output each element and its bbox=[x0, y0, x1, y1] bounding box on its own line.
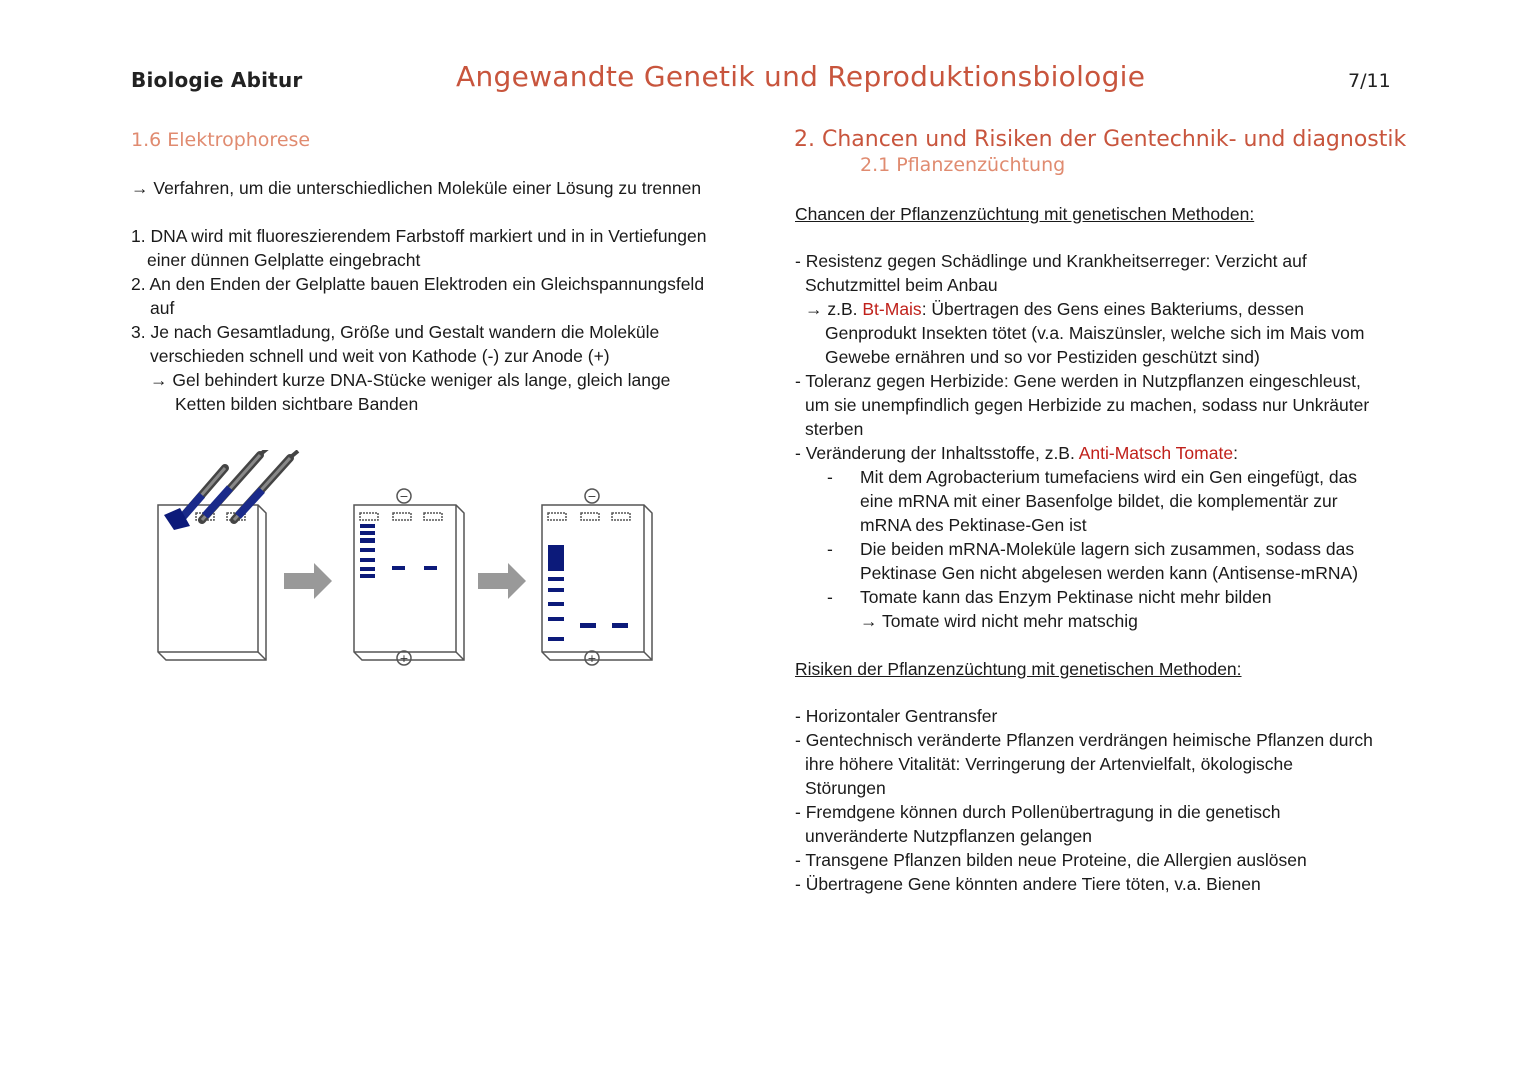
step-line: → Gel behindert kurze DNA-Stücke weniger als lange, gleich lange bbox=[150, 370, 671, 390]
step-line: auf bbox=[150, 298, 175, 318]
step-line: verschieden schnell und weit von Kathode (-) zur Anode (+) bbox=[150, 346, 610, 366]
risk-line: - Übertragene Gene könnten andere Tiere töten, v.a. Bienen bbox=[795, 874, 1261, 894]
risks-heading: Risiken der Pflanzenzüchtung mit genetischen Methoden: bbox=[795, 659, 1242, 679]
pipettes bbox=[164, 450, 298, 530]
step-line: 3. Je nach Gesamtladung, Größe und Gestalt wandern die Moleküle bbox=[131, 322, 660, 342]
electrophoresis-diagram bbox=[150, 450, 670, 670]
risk-line: - Transgene Pflanzen bilden neue Proteine, die Allergien auslösen bbox=[795, 850, 1307, 870]
chance-line: Gewebe ernähren und so vor Pestiziden geschützt sind) bbox=[825, 347, 1260, 367]
bullet-dash: - bbox=[827, 539, 833, 559]
step-line: einer dünnen Gelplatte eingebracht bbox=[147, 250, 421, 270]
plus-sign: + bbox=[587, 652, 597, 665]
chance-line-tomato bbox=[795, 441, 1238, 465]
bullet-line: → Tomate wird nicht mehr matschig bbox=[860, 611, 1138, 631]
chance-line: um sie unempfindlich gegen Herbizide zu machen, sodass nur Unkräuter bbox=[805, 395, 1370, 415]
chance-line: - Resistenz gegen Schädlinge und Krankheitserreger: Verzicht auf bbox=[795, 251, 1307, 271]
bullet-line: Tomate kann das Enzym Pektinase nicht mehr bilden bbox=[860, 587, 1272, 607]
arrow-right-icon bbox=[478, 563, 526, 599]
text-span: - Veränderung der Inhaltsstoffe, z.B. bbox=[795, 443, 1079, 463]
text-span: → z.B. bbox=[805, 299, 863, 319]
text-span: : bbox=[1233, 443, 1238, 463]
plus-sign: + bbox=[399, 652, 409, 665]
page-number: 7/11 bbox=[1348, 70, 1391, 92]
chance-line-bt-mais bbox=[805, 297, 1304, 321]
text-span: : Übertragen des Gens eines Bakteriums, dessen bbox=[921, 299, 1304, 319]
subsection-title-plant-breeding: 2.1 Pflanzenzüchtung bbox=[860, 154, 1066, 176]
step-line: 1. DNA wird mit fluoreszierendem Farbstoff markiert und in in Vertiefungen bbox=[131, 226, 707, 246]
bullet-line: Die beiden mRNA-Moleküle lagern sich zusammen, sodass das bbox=[860, 539, 1355, 559]
gel-plate-separated bbox=[542, 505, 652, 660]
bullet-dash: - bbox=[827, 587, 833, 607]
chance-line: - Toleranz gegen Herbizide: Gene werden in Nutzpflanzen eingeschleust, bbox=[795, 371, 1361, 391]
risk-line: - Fremdgene können durch Pollenübertragung in die genetisch bbox=[795, 802, 1281, 822]
highlight-bt-mais: Bt-Mais bbox=[862, 299, 922, 319]
chance-line: Schutzmittel beim Anbau bbox=[805, 275, 998, 295]
step-line: Ketten bilden sichtbare Banden bbox=[175, 394, 419, 414]
chance-line: sterben bbox=[805, 419, 864, 439]
chance-line: Genprodukt Insekten tötet (v.a. Maiszünsler, welche sich im Mais vom bbox=[825, 323, 1365, 343]
minus-sign: − bbox=[399, 490, 409, 503]
risk-line: - Gentechnisch veränderte Pflanzen verdrängen heimische Pflanzen durch bbox=[795, 730, 1373, 750]
page-title: Angewandte Genetik und Reproduktionsbiologie bbox=[456, 60, 1146, 93]
bullet-dash: - bbox=[827, 467, 833, 487]
minus-sign: − bbox=[587, 490, 597, 503]
header-subject: Biologie Abitur bbox=[131, 68, 303, 92]
highlight-anti-matsch-tomate: Anti-Matsch Tomate bbox=[1078, 443, 1234, 463]
bullet-line: Pektinase Gen nicht abgelesen werden kann (Antisense-mRNA) bbox=[860, 563, 1359, 583]
step-line: 2. An den Enden der Gelplatte bauen Elektroden ein Gleichspannungsfeld bbox=[131, 274, 705, 294]
section-title-genetics: 2. Chancen und Risiken der Gentechnik- und diagnostik bbox=[794, 127, 1407, 152]
risk-line: ihre höhere Vitalität: Verringerung der Artenvielfalt, ökologische bbox=[805, 754, 1294, 774]
risk-line: unveränderte Nutzpflanzen gelangen bbox=[805, 826, 1093, 846]
chances-heading: Chancen der Pflanzenzüchtung mit genetischen Methoden: bbox=[795, 204, 1255, 224]
bullet-line: eine mRNA mit einer Basenfolge bildet, die komplementär zur bbox=[860, 491, 1338, 511]
arrow-right-icon bbox=[284, 563, 332, 599]
bullet-line: Mit dem Agrobacterium tumefaciens wird ein Gen eingefügt, das bbox=[860, 467, 1358, 487]
risk-line: Störungen bbox=[805, 778, 886, 798]
gel-plate-running bbox=[354, 505, 464, 660]
section-title-electrophoresis: 1.6 Elektrophorese bbox=[131, 129, 311, 151]
intro-text: → Verfahren, um die unterschiedlichen Moleküle einer Lösung zu trennen bbox=[131, 178, 702, 198]
bullet-line: mRNA des Pektinase-Gen ist bbox=[860, 515, 1087, 535]
risk-line: - Horizontaler Gentransfer bbox=[795, 706, 998, 726]
